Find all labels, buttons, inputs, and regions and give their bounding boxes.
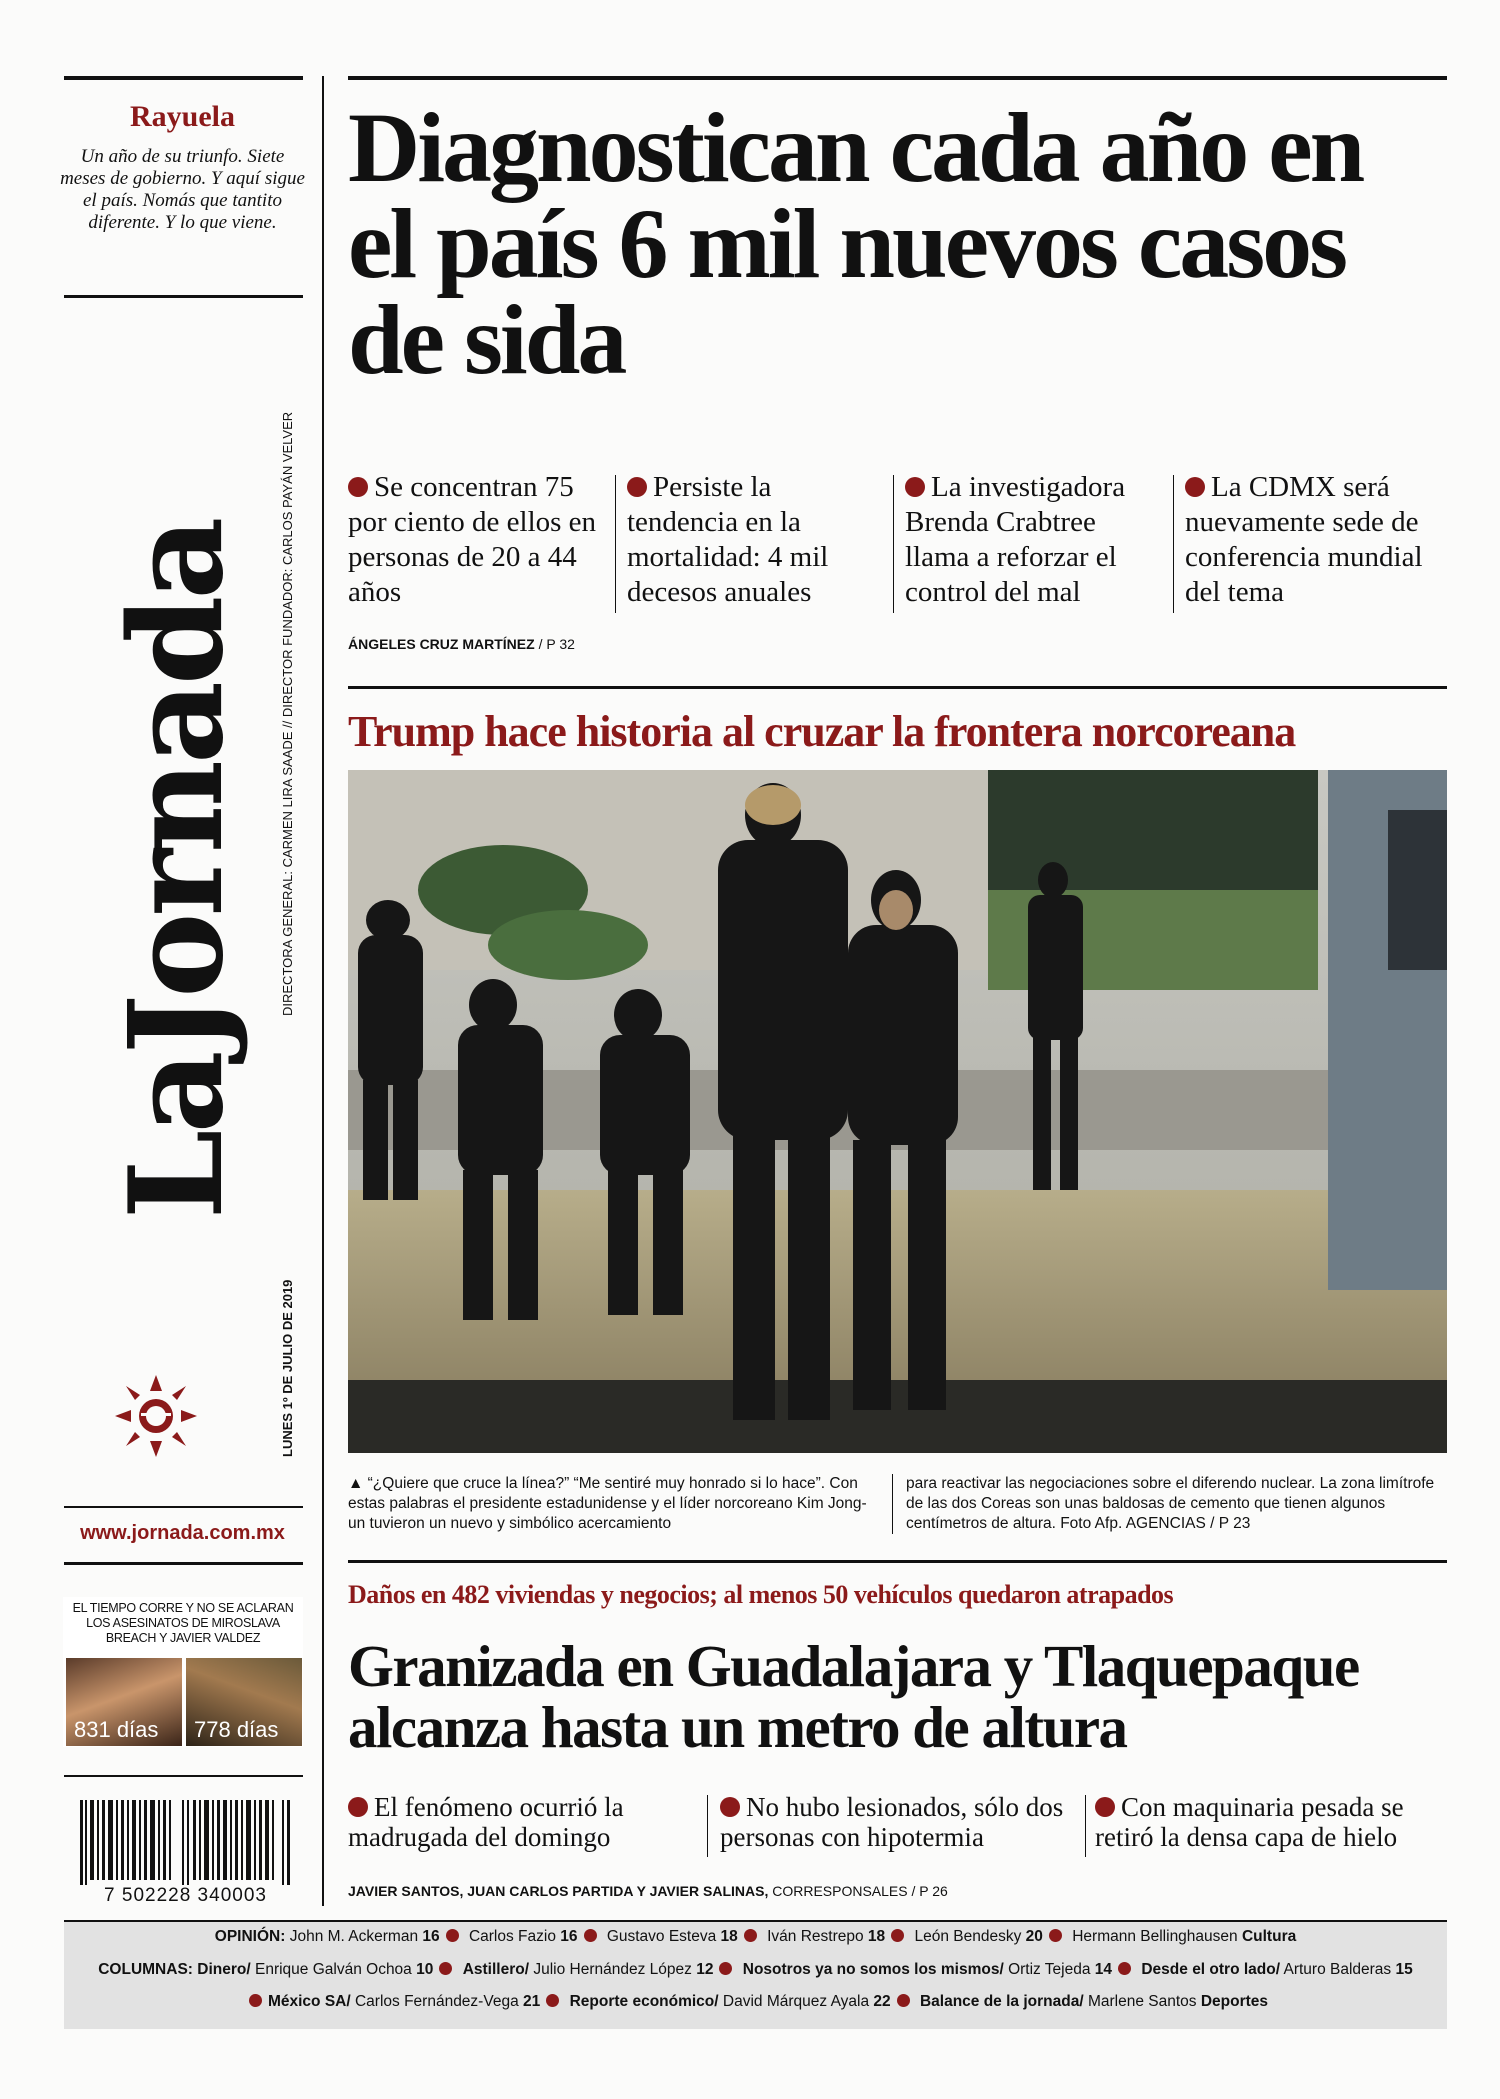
opinion-author[interactable]: Iván Restrepo <box>767 1928 864 1945</box>
directors-line: DIRECTORA GENERAL: CARMEN LIRA SAADE // DIRECTOR FUNDADOR: CARLOS PAYÁN VELVER <box>280 411 295 1016</box>
column-name[interactable]: Reporte económico/ <box>569 1993 719 2010</box>
bullet-dot-icon <box>348 1797 368 1817</box>
website-link[interactable]: www.jornada.com.mx <box>80 1522 285 1544</box>
separator-dot-icon <box>719 1962 732 1975</box>
main-bullet-3: La investigadora Brenda Crabtree llama a reforzar el control del mal <box>905 471 1126 608</box>
photo-caption-left: ▲ “¿Quiere que cruce la línea?” “Me sentiré muy honrado si lo hace”. Con estas palabras el presidente estadunidense y el líder norcoreano Kim Jong-un tuvieron un nuevo y simbólico acercamiento <box>348 1475 867 1532</box>
separator-dot-icon <box>891 1929 904 1942</box>
opinion-author[interactable]: León Bendesky <box>914 1928 1022 1945</box>
bullet-divider <box>1173 475 1174 613</box>
rayuela-text: Un año de su triunfo. Siete meses de gobierno. Y aquí sigue el país. Nomás que tantito diferente. Y lo que viene. <box>60 146 305 233</box>
hail-bullet-2: No hubo lesionados, sólo dos personas con hipotermia <box>720 1792 1064 1852</box>
caption-divider <box>892 1474 893 1534</box>
column-name[interactable]: México SA/ <box>267 1993 351 2010</box>
journalists-memorial-text: EL TIEMPO CORRE Y NO SE ACLARAN LOS ASESINATOS DE MIROSLAVA BREACH Y JAVIER VALDEZ <box>72 1601 294 1645</box>
column-name[interactable]: Astillero/ <box>462 1961 530 1978</box>
opinion-author[interactable]: Hermann Bellinghausen <box>1072 1928 1238 1945</box>
rayuela-title: Rayuela <box>130 100 235 133</box>
column-name[interactable]: Dinero/ <box>197 1961 251 1978</box>
bullet-dot-icon <box>720 1797 740 1817</box>
days-counter-1: 831 días <box>74 1717 159 1742</box>
separator-dot-icon <box>439 1962 452 1975</box>
main-byline: ÁNGELES CRUZ MARTÍNEZ / P 32 <box>348 636 575 652</box>
bullet-dot-icon <box>1095 1797 1115 1817</box>
rule-trump-bottom <box>348 1560 1447 1563</box>
separator-dot-icon <box>546 1994 559 2007</box>
bullet-dot-icon <box>905 477 925 497</box>
column-name[interactable]: Nosotros ya no somos los mismos/ <box>742 1961 1004 1978</box>
photo-miroslava-breach <box>66 1658 182 1746</box>
bullet-divider <box>707 1795 708 1857</box>
columnas-line-1: COLUMNAS: Dinero/ Enrique Galván Ochoa 10 Astillero/ Julio Hernández López 12 Nosotros ya no somos los mismos/ Ortiz Tejeda 14 Desde el otro lado/ Arturo Balderas 15 <box>98 1961 1413 1978</box>
rule-web-bottom <box>64 1562 303 1565</box>
column-divider <box>322 76 324 1906</box>
opinion-author[interactable]: Carlos Fazio <box>468 1928 556 1945</box>
hail-bullet-1: El fenómeno ocurrió la madrugada del domingo <box>348 1792 624 1852</box>
opinion-author[interactable]: John M. Ackerman <box>289 1928 419 1945</box>
column-name[interactable]: Balance de la jornada/ <box>919 1993 1084 2010</box>
main-bullet-4: La CDMX será nuevamente sede de conferencia mundial del tema <box>1185 471 1423 608</box>
photo-caption-right: para reactivar las negociaciones sobre el diferendo nuclear. La zona limítrofe de las dos Coreas son unas baldosas de cemento que tienen algunos centímetros de altura. Foto Afp. AGENCIAS / P 23 <box>906 1475 1435 1532</box>
barcode <box>78 1800 293 1885</box>
separator-dot-icon <box>584 1929 597 1942</box>
hail-kicker: Daños en 482 viviendas y negocios; al menos 50 vehículos quedaron atrapados <box>348 1580 1174 1609</box>
separator-dot-icon <box>1118 1962 1131 1975</box>
main-bullet-2: Persiste la tendencia en la mortalidad: 4 mil decesos anuales <box>627 471 829 608</box>
masthead-meta <box>268 345 308 1455</box>
rule-rayuela-bottom <box>64 295 303 298</box>
main-bullet-1: Se concentran 75 por ciento de ellos en personas de 20 a 44 años <box>348 471 597 608</box>
bullet-dot-icon <box>627 477 647 497</box>
rule-main-story-bottom <box>348 686 1447 689</box>
separator-dot-icon <box>744 1929 757 1942</box>
rule-barcode-top <box>64 1775 303 1777</box>
hail-byline: JAVIER SANTOS, JUAN CARLOS PARTIDA Y JAVIER SALINAS, CORRESPONSALES / P 26 <box>348 1883 948 1899</box>
bullet-dot-icon <box>1185 477 1205 497</box>
photo-javier-valdez <box>186 1658 302 1746</box>
main-headline[interactable]: Diagnostican cada año en el país 6 mil nuevos casos de sida <box>348 92 1363 395</box>
bullet-dot-icon <box>348 477 368 497</box>
masthead-logo[interactable] <box>102 350 252 1410</box>
separator-dot-icon <box>446 1929 459 1942</box>
barcode-number: 7 502228 340003 <box>104 1885 267 1906</box>
separator-dot-icon <box>897 1994 910 2007</box>
logo-text: LaJornada <box>102 520 252 1220</box>
days-counter-2: 778 días <box>194 1717 279 1742</box>
rule-top-left <box>64 76 303 80</box>
hail-headline[interactable]: Granizada en Guadalajara y Tlaquepaque alcanza hasta un metro de altura <box>348 1633 1359 1760</box>
bullet-divider <box>893 475 894 613</box>
separator-dot-icon <box>249 1994 262 2007</box>
bullet-divider <box>1085 1795 1086 1857</box>
rule-footer-top <box>64 1920 1447 1922</box>
rule-top-main <box>348 76 1447 80</box>
bullet-divider <box>615 475 616 613</box>
opinion-author[interactable]: Gustavo Esteva <box>606 1928 717 1945</box>
opinion-line: OPINIÓN: John M. Ackerman 16 Carlos Fazio 16 Gustavo Esteva 18 Iván Restrepo 18 León Bendesky 20 Hermann Bellinghausen Cultura <box>214 1928 1297 1945</box>
dmz-photo[interactable] <box>348 770 1447 1453</box>
column-name[interactable]: Desde el otro lado/ <box>1141 1961 1281 1978</box>
columnas-line-2: México SA/ Carlos Fernández-Vega 21 Reporte económico/ David Márquez Ayala 22 Balance de la jornada/ Marlene Santos Deportes <box>64 1993 1447 2011</box>
edition-date: LUNES 1º DE JULIO DE 2019 <box>280 1279 295 1457</box>
rule-web-top <box>64 1506 303 1508</box>
hail-bullet-3: Con maquinaria pesada se retiró la densa capa de hielo <box>1095 1792 1404 1852</box>
sun-emblem-icon <box>113 1373 199 1459</box>
separator-dot-icon <box>1049 1929 1062 1942</box>
trump-headline[interactable]: Trump hace historia al cruzar la frontera norcoreana <box>348 707 1296 756</box>
